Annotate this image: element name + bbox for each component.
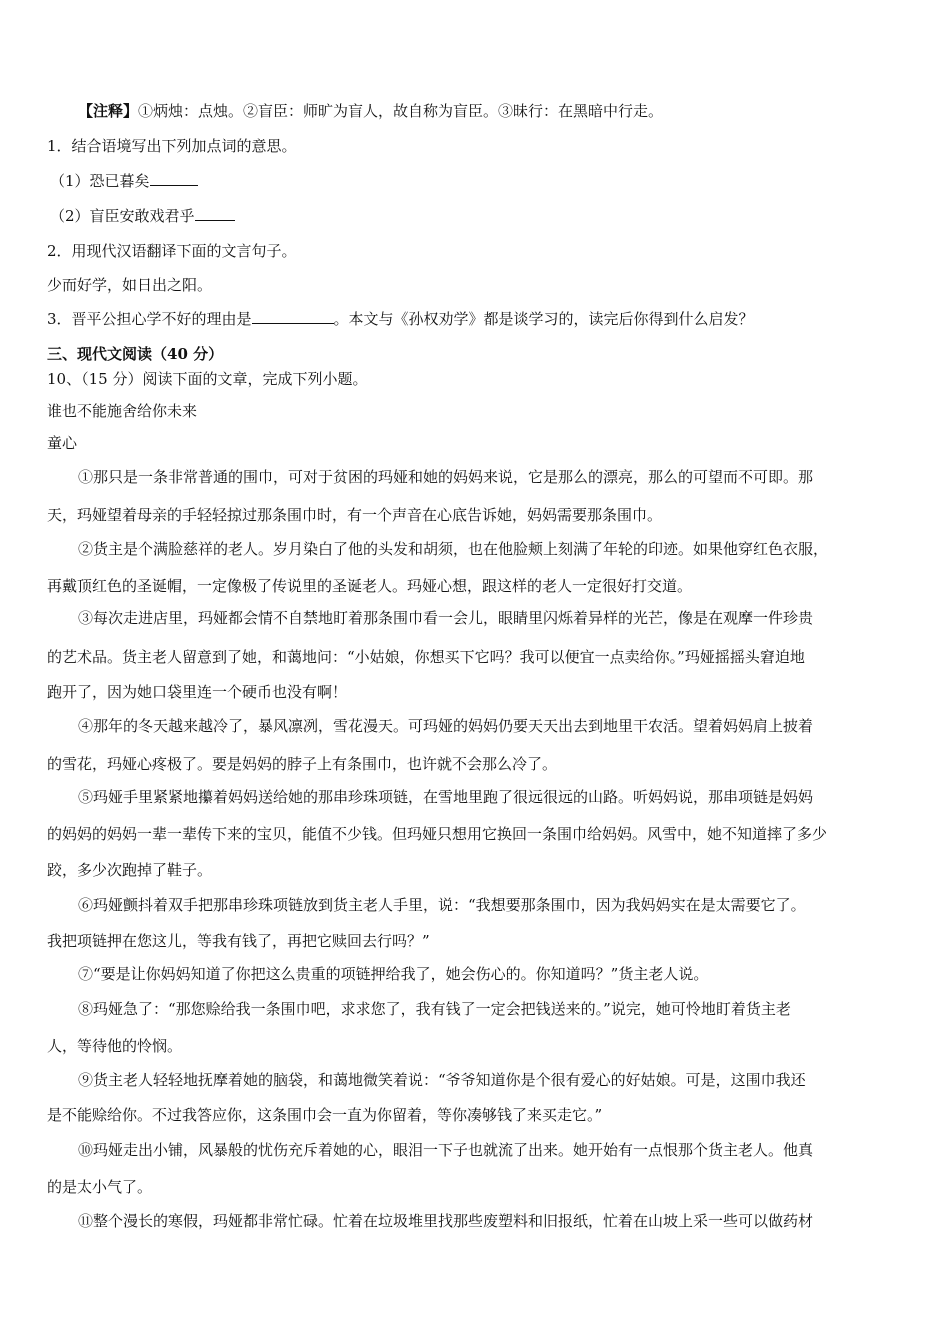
notes-line: [78, 101, 663, 121]
article-title: 谁也不能施舍给你未来: [47, 402, 198, 420]
article-line: ⑩玛娅走出小铺，风暴般的忧伤充斥着她的心，眼泪一下子也就流了出来。她开始有一点恨那个货主老人。他真: [78, 1141, 814, 1159]
question-1-item-2: [50, 206, 235, 226]
answer-blank[interactable]: [150, 171, 198, 186]
question-1-item-1: [50, 171, 198, 191]
article-line: ⑦“要是让你妈妈知道了你把这么贵重的项链押给我了，她会伤心的。你知道吗？”货主老人说。: [78, 965, 709, 983]
article-line: 的雪花，玛娅心疼极了。要是妈妈的脖子上有条围巾，也许就不会那么冷了。: [47, 755, 558, 773]
article-line: 的是太小气了。: [47, 1178, 153, 1196]
article-line: 人，等待他的怜悯。: [47, 1037, 183, 1055]
question-1: 1．结合语境写出下列加点词的意思。: [47, 137, 297, 155]
article-line: 天，玛娅望着母亲的手轻轻掠过那条围巾时，有一个声音在心底告诉她，妈妈需要那条围巾。: [47, 506, 663, 524]
article-line: ③每次走进店里，玛娅都会情不自禁地盯着那条围巾看一会儿，眼睛里闪烁着异样的光芒，像是在观摩一件珍贵: [78, 609, 814, 627]
answer-blank[interactable]: [195, 206, 235, 221]
question-3-text-after: 。本文与《孙权劝学》都是谈学习的，读完后你得到什么启发？: [333, 310, 754, 328]
article-line: ④那年的冬天越来越冷了，暴风凛冽，雪花漫天。可玛娅的妈妈仍要天天出去到地里干农活。望着妈妈肩上披着: [78, 717, 814, 735]
article-line: 跤，多少次跑掉了鞋子。: [47, 861, 213, 879]
article-line: 的妈妈的妈妈一辈一辈传下来的宝贝，能值不少钱。但玛娅只想用它换回一条围巾给妈妈。风雪中，她不知道摔了多少: [47, 825, 828, 843]
answer-blank[interactable]: [252, 309, 334, 324]
article-line: 再戴顶红色的圣诞帽，一定像极了传说里的圣诞老人。玛娅心想，跟这样的老人一定很好打交道。: [47, 577, 693, 595]
article-line: ⑥玛娅颤抖着双手把那串珍珠项链放到货主老人手里，说：“我想要那条围巾，因为我妈妈实在是太需要它了。: [78, 896, 806, 914]
question-intro: 10、（15 分）阅读下面的文章，完成下列小题。: [47, 370, 368, 388]
question-3: [47, 309, 754, 329]
article-author: 童心: [47, 434, 78, 452]
notes-label: 【注释】: [78, 102, 139, 120]
article-line: ⑨货主老人轻轻地抚摩着她的脑袋，和蔼地微笑着说：“爷爷知道你是个很有爱心的好姑娘。可是，这围巾我还: [78, 1071, 806, 1089]
question-3-text-before: 3．晋平公担心学不好的理由是: [47, 310, 252, 328]
article-line: ②货主是个满脸慈祥的老人。岁月染白了他的头发和胡须，也在他脸颊上刻满了年轮的印迹。如果他穿红色衣服，: [78, 540, 829, 558]
question-2: 2．用现代汉语翻译下面的文言句子。: [47, 242, 297, 260]
question-1-item-1-text: （1）恐已暮矣: [50, 172, 150, 190]
article-line: 是不能赊给你。不过我答应你，这条围巾会一直为你留着，等你凑够钱了来买走它。”: [47, 1106, 603, 1124]
article-line: ⑧玛娅急了：“那您赊给我一条围巾吧，求求您了，我有钱了一定会把钱送来的。”说完，她可怜地盯着货主老: [78, 1000, 791, 1018]
article-line: 我把项链押在您这儿，等我有钱了，再把它赎回去行吗？”: [47, 932, 430, 950]
notes-text: ①炳烛：点烛。②盲臣：师旷为盲人，故自称为盲臣。③昧行：在黑暗中行走。: [138, 102, 664, 120]
article-line: ⑤玛娅手里紧紧地攥着妈妈送给她的那串珍珠项链，在雪地里跑了很远很远的山路。听妈妈说，那串项链是妈妈: [78, 788, 814, 806]
article-line: ⑪整个漫长的寒假，玛娅都非常忙碌。忙着在垃圾堆里找那些废塑料和旧报纸，忙着在山坡上采一些可以做药材: [78, 1212, 814, 1230]
question-1-item-2-text: （2）盲臣安敢戏君乎: [50, 207, 195, 225]
article-line: 的艺术品。货主老人留意到了她，和蔼地问：“小姑娘，你想买下它吗？我可以便宜一点卖给你。”玛娅摇摇头窘迫地: [47, 648, 805, 666]
section-heading: 三、现代文阅读（40 分）: [47, 345, 224, 363]
question-2-sentence: 少而好学，如日出之阳。: [47, 276, 213, 294]
article-line: ①那只是一条非常普通的围巾，可对于贫困的玛娅和她的妈妈来说，它是那么的漂亮，那么的可望而不可即。那: [78, 468, 814, 486]
article-line: 跑开了，因为她口袋里连一个硬币也没有啊！: [47, 683, 348, 701]
